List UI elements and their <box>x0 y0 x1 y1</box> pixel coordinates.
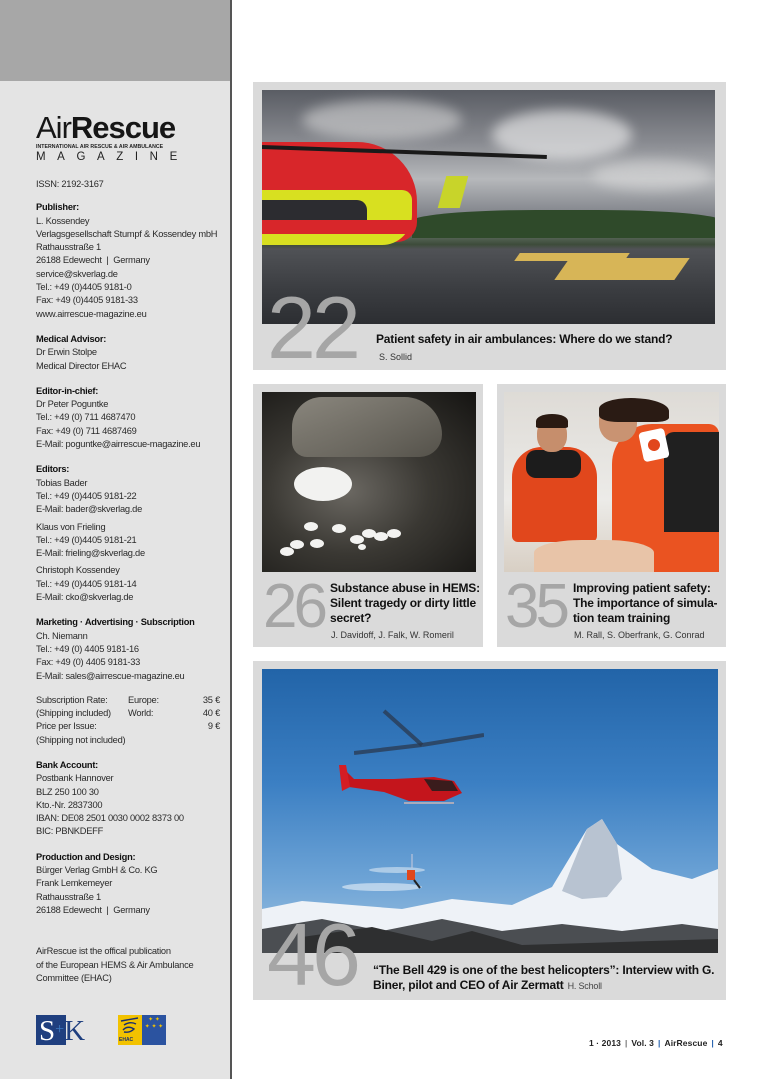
ehac-logo <box>118 1015 166 1045</box>
red-helicopter <box>324 757 489 807</box>
helipad-marking <box>554 258 689 280</box>
sidebar-header-band <box>0 0 230 81</box>
masthead-sidebar <box>0 0 232 1079</box>
editor-email[interactable]: E-Mail: cko@skverlag.de <box>36 592 134 603</box>
article-teaser-35[interactable] <box>497 384 726 647</box>
article-26-photo <box>262 392 476 572</box>
editor-email[interactable]: E-Mail: bader@skverlag.de <box>36 504 143 515</box>
page-number: 22 <box>267 278 357 377</box>
publisher-block: Publisher: L. Kossendey Verlagsgesellschaft Stumpf & Kossendey mbH Rathausstraße 1 26188 Edewecht | Germany service@skverlag.de Tel.: +49 (0)4405 9181-0 Fax: +49 (0)4405 9181-33 www.airrescue-magazine.eu <box>36 201 226 321</box>
article-title[interactable]: “The Bell 429 is one of the best helicopters”: Interview with G. Biner, pilot and CEO of Air Zermatt H. Scholl <box>373 963 715 992</box>
ehac-official-note: AirRescue ist the offical publication of the European HEMS & Air Ambulance Committee (EHAC) <box>36 946 194 983</box>
sk-verlag-logo: S+K <box>36 1015 98 1045</box>
article-35-photo <box>504 392 719 572</box>
airrescue-logo <box>36 110 226 164</box>
page-number: 35 <box>505 572 566 641</box>
tree-line <box>412 210 715 238</box>
hand <box>292 397 442 457</box>
training-manikin <box>534 540 654 572</box>
subscription-rates: Subscription Rate: Europe: 35 € (Shipping included) World: 40 € Price per Issue: 9 € (Shipping not included) <box>36 694 220 745</box>
logo-magazine: MAGAZINE <box>36 151 189 163</box>
volume: Vol. 3 <box>631 1038 654 1048</box>
article-authors: M. Rall, S. Oberfrank, G. Conrad <box>574 630 705 640</box>
editor-entry: Christoph Kossendey Tel.: +49 (0)4405 9181-14 E-Mail: cko@skverlag.de <box>36 564 226 604</box>
editor-email[interactable]: E-Mail: frieling@skverlag.de <box>36 548 145 559</box>
rotor-blur <box>354 707 484 757</box>
magazine-name: AirRescue <box>664 1038 708 1048</box>
marketing-email[interactable]: E-Mail: sales@airrescue-magazine.eu <box>36 670 185 681</box>
article-teaser-46[interactable] <box>253 661 726 1004</box>
publisher-email[interactable]: service@skverlag.de <box>36 268 118 279</box>
article-title[interactable]: Patient safety in air ambulances: Where do we stand? <box>376 332 673 346</box>
marketing-block: Marketing · Advertising · Subscription Ch. Niemann Tel.: +49 (0) 4405 9181-16 Fax: +49 (0) 4405 9181-33 E-Mail: sales@airrescue-magazine.eu <box>36 616 226 682</box>
eu-stars-icon: ✦ ✦ ✦ ✦ ✦ <box>142 1015 166 1045</box>
logo-rescue: Rescue <box>70 110 176 145</box>
article-teaser-26[interactable] <box>253 384 483 647</box>
production-block: Production and Design: Bürger Verlag GmbH & Co. KG Frank Lemkemeyer Rathausstraße 1 26188 Edewecht | Germany <box>36 851 158 915</box>
page-number: 46 <box>267 905 357 1004</box>
article-authors: H. Scholl <box>567 981 602 991</box>
article-authors: J. Davidoff, J. Falk, W. Romeril <box>331 630 454 640</box>
masthead-content <box>36 110 226 985</box>
editor-in-chief-email[interactable]: E-Mail: poguntke@airrescue-magazine.eu <box>36 439 201 450</box>
issue-number: 1 · 2013 <box>589 1038 621 1048</box>
issn: ISSN: 2192-3167 <box>36 179 104 189</box>
editors-block: Editors: Tobias Bader Tel.: +49 (0)4405 9181-22 E-Mail: bader@skverlag.de Klaus von Frieling Tel.: +49 (0)4405 9181-21 E-Mail: frieling@skverlag.de Christoph Kossendey Tel.: +49 (0)4405 9181-14 E-Mail: cko@skverlag.de <box>36 463 226 604</box>
editor-entry: Klaus von Frieling Tel.: +49 (0)4405 9181-21 E-Mail: frieling@skverlag.de <box>36 521 226 561</box>
article-title[interactable]: Substance abuse in HEMS: Silent tragedy or dirty little secret? <box>330 581 480 625</box>
editor-entry: Tobias Bader Tel.: +49 (0)4405 9181-22 E-Mail: bader@skverlag.de <box>36 477 226 517</box>
article-teaser-22[interactable] <box>253 82 726 377</box>
publisher-heading: Publisher: <box>36 202 79 213</box>
bank-account-block: Bank Account: Postbank Hannover BLZ 250 100 30 Kto.-Nr. 2837300 IBAN: DE08 2501 0030 0002 8373 00 BIC: PBNKDEFF <box>36 759 184 837</box>
publisher-logos <box>36 1015 166 1045</box>
medical-advisor-block: Medical Advisor: Dr Erwin Stolpe Medical Director EHAC <box>36 333 127 371</box>
logo-subtitle: INTERNATIONAL AIR RESCUE & AIR AMBULANCE <box>36 144 164 150</box>
hoist-rescuer <box>402 854 422 892</box>
website-link[interactable]: www.airrescue-magazine.eu <box>36 308 147 319</box>
editor-in-chief-block: Editor-in-chief: Dr Peter Poguntke Tel.: +49 (0) 711 4687470 Fax: +49 (0) 711 4687469 E-Mail: poguntke@airrescue-magazine.eu <box>36 385 226 451</box>
ehac-helicopter-icon: EHAC <box>118 1015 142 1045</box>
logo-air: Air <box>36 110 71 145</box>
folio-page-number: 4 <box>717 1038 723 1048</box>
article-title[interactable]: Improving patient safety: The importance of simula-tion team training <box>573 581 718 625</box>
pill-cup <box>294 467 352 501</box>
page-number: 26 <box>263 572 324 641</box>
article-authors: S. Sollid <box>379 352 413 362</box>
page-footer: 1 · 2013 | Vol. 3 | AirRescue | 4 <box>589 1038 723 1048</box>
